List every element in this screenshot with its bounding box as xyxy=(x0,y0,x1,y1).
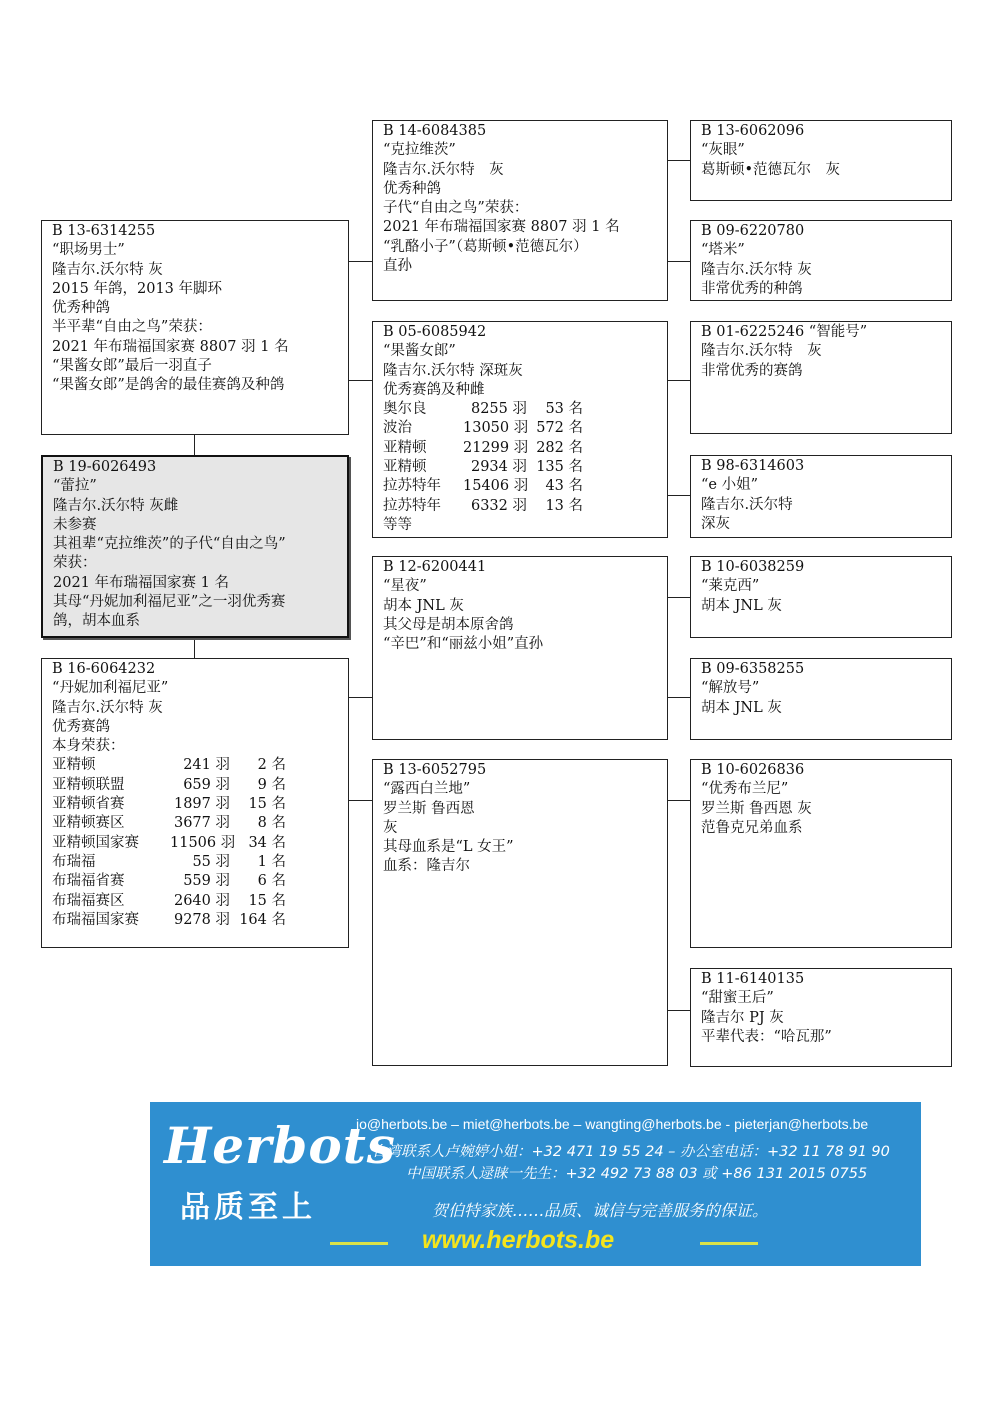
result-race: 布瑞福赛区 xyxy=(52,892,125,909)
sd-line: B 05-6085942 xyxy=(383,324,487,340)
result-place: 6 名 xyxy=(257,873,286,890)
dds-line: “优秀布兰尼” xyxy=(701,781,789,798)
dd-line: 血系：隆吉尔 xyxy=(383,858,470,875)
ddd-line: 隆吉尔 PJ 灰 xyxy=(701,1009,784,1026)
result-race: 亚精顿 xyxy=(383,459,427,476)
subject-line: 隆吉尔.沃尔特 灰雌 xyxy=(53,497,179,514)
result-race: 奥尔良 xyxy=(383,401,427,418)
result-row xyxy=(383,439,661,458)
result-race: 亚精顿 xyxy=(383,439,427,456)
ssd-line: “塔米” xyxy=(701,242,745,259)
banner-decor-bar-left xyxy=(330,1242,388,1245)
result-place: 135 名 xyxy=(536,459,583,476)
result-row xyxy=(383,419,661,438)
result-place: 9 名 xyxy=(257,776,286,793)
result-race: 拉苏特年 xyxy=(383,497,441,514)
sss-line: B 13-6062096 xyxy=(701,123,805,139)
result-place: 164 名 xyxy=(239,911,286,928)
connector-sd-sds xyxy=(667,380,690,381)
ds-line: “星夜” xyxy=(383,578,427,595)
dam-line: 优秀赛鸽 xyxy=(52,718,110,735)
result-place: 572 名 xyxy=(536,420,583,437)
result-place: 282 名 xyxy=(536,439,583,456)
subject-line: 未参赛 xyxy=(53,516,97,533)
result-row xyxy=(383,400,661,419)
result-place: 53 名 xyxy=(545,401,583,418)
sire-line: 2021 年布瑞福国家赛 8807 羽 1 名 xyxy=(52,338,289,355)
sire-dam-card xyxy=(372,321,668,538)
result-place: 15 名 xyxy=(248,892,286,909)
dsd-card xyxy=(690,658,952,740)
result-place: 13 名 xyxy=(545,497,583,514)
ds-line: “辛巴”和“丽兹小姐”直孙 xyxy=(383,636,544,653)
sdd-card xyxy=(690,455,952,538)
sire-line: 2015 年鸽，2013 年脚环 xyxy=(52,280,223,297)
ss-line: “乳酪小子”（葛斯顿•范德瓦尔） xyxy=(383,238,588,255)
result-birds: 21299 羽 xyxy=(463,439,529,456)
sire-line: B 13-6314255 xyxy=(52,223,156,239)
dss-line: B 10-6038259 xyxy=(701,559,805,575)
sd-line: 优秀赛鸽及种雌 xyxy=(383,381,485,398)
sss-card xyxy=(690,120,952,201)
sss-line: “灰眼” xyxy=(701,142,745,159)
subject-line: 鸽，胡本血系 xyxy=(53,613,140,630)
ss-line: 优秀种鸽 xyxy=(383,180,441,197)
result-birds: 9278 羽 xyxy=(173,911,230,928)
connector-sd-sdd xyxy=(667,495,690,496)
result-row xyxy=(52,814,342,833)
dam-card xyxy=(41,658,349,948)
result-birds: 55 羽 xyxy=(192,853,230,870)
ssd-line: B 09-6220780 xyxy=(701,223,805,239)
sire-line: 优秀种鸽 xyxy=(52,300,110,317)
result-race: 拉苏特年 xyxy=(383,478,441,495)
sds-line: B 01-6225246 “智能号” xyxy=(701,324,868,340)
sire-line: “果酱女郎”是鸽舍的最佳赛鸽及种鸽 xyxy=(52,377,285,394)
ss-line: 直孙 xyxy=(383,258,412,275)
dd-line: 灰 xyxy=(383,819,398,836)
result-race: 亚精顿国家赛 xyxy=(52,834,139,851)
result-race: 布瑞福国家赛 xyxy=(52,911,139,928)
connector-sire-ss xyxy=(348,261,372,262)
dd-line: 罗兰斯 鲁西恩 xyxy=(383,800,475,817)
result-row xyxy=(52,892,342,911)
connector-ss-ssd xyxy=(667,261,690,262)
dam-line: 本身荣获： xyxy=(52,738,125,755)
subject-line: 其母“丹妮加利福尼亚”之一羽优秀赛 xyxy=(53,594,286,611)
sds-line: 非常优秀的赛鸽 xyxy=(701,362,803,379)
banner-taiwan-contact: 台湾联系人卢婉婷小姐：+32 471 19 55 24 – 办公室电话：+32 11 78 91 90 xyxy=(372,1144,890,1160)
result-place: 1 名 xyxy=(257,853,286,870)
ss-line: “克拉维茨” xyxy=(383,142,456,159)
sire-line: 半平辈“自由之鸟”荣获： xyxy=(52,319,212,336)
dss-line: 胡本 JNL 灰 xyxy=(701,597,782,614)
subject-line: 荣获： xyxy=(53,555,97,572)
result-place: 15 名 xyxy=(248,796,286,813)
result-row xyxy=(52,834,342,853)
result-birds: 659 羽 xyxy=(183,776,230,793)
subject-line: 2021 年布瑞福国家赛 1 名 xyxy=(53,574,229,591)
ss-line: 子代“自由之鸟”荣获： xyxy=(383,200,529,217)
ssd-card xyxy=(690,220,952,301)
sdd-line: “e 小姐” xyxy=(701,477,759,494)
dam-line: “丹妮加利福尼亚” xyxy=(52,680,169,697)
connector-ds-dsd xyxy=(667,697,690,698)
connector-dam-ds xyxy=(348,697,372,698)
ds-line: B 12-6200441 xyxy=(383,559,487,575)
result-row xyxy=(52,872,342,891)
connector-dd-dds xyxy=(667,800,690,801)
result-row xyxy=(383,477,661,496)
result-place: 8 名 xyxy=(257,815,286,832)
dam-dam-card xyxy=(372,759,668,1066)
ddd-line: 平辈代表：“哈瓦那” xyxy=(701,1028,832,1045)
dds-line: B 10-6026836 xyxy=(701,762,805,778)
ddd-line: B 11-6140135 xyxy=(701,971,805,987)
result-row xyxy=(383,458,661,477)
result-race: 亚精顿联盟 xyxy=(52,776,125,793)
result-birds: 241 羽 xyxy=(183,757,230,774)
result-row xyxy=(52,756,342,775)
dam-sire-card xyxy=(372,556,668,740)
dd-line: B 13-6052795 xyxy=(383,762,487,778)
sdd-line: 隆吉尔.沃尔特 xyxy=(701,496,793,513)
result-birds: 11506 羽 xyxy=(170,834,236,851)
result-race: 亚精顿省赛 xyxy=(52,796,125,813)
dam-line: B 16-6064232 xyxy=(52,661,156,677)
dsd-line: 胡本 JNL 灰 xyxy=(701,699,782,716)
sire-sire-card xyxy=(372,120,668,301)
result-birds: 2640 羽 xyxy=(173,892,230,909)
subject-line: “蕾拉” xyxy=(53,478,97,495)
result-birds: 559 羽 xyxy=(183,873,230,890)
subject-card xyxy=(41,455,349,638)
dds-line: 罗兰斯 鲁西恩 灰 xyxy=(701,800,812,817)
dsd-line: B 09-6358255 xyxy=(701,661,805,677)
sd-results xyxy=(383,400,661,516)
subject-line: 其祖辈“克拉维茨”的子代“自由之鸟” xyxy=(53,536,286,553)
result-race: 布瑞福省赛 xyxy=(52,873,125,890)
result-place: 34 名 xyxy=(248,834,286,851)
sd-line: “果酱女郎” xyxy=(383,343,456,360)
connector-ds-dss xyxy=(667,597,690,598)
banner-decor-bar-right xyxy=(700,1242,758,1245)
result-birds: 1897 羽 xyxy=(173,796,230,813)
ds-line: 其父母是胡本原舍鸽 xyxy=(383,616,514,633)
dss-card xyxy=(690,556,952,638)
banner-slogan: 贺伯特家族……品质、诚信与完善服务的保证。 xyxy=(432,1201,769,1220)
dd-line: “露西白兰地” xyxy=(383,781,471,798)
sire-line: “职场男士” xyxy=(52,242,125,259)
sdd-line: B 98-6314603 xyxy=(701,458,805,474)
ssd-line: 非常优秀的种鸽 xyxy=(701,280,803,297)
connector-subject-sire xyxy=(194,434,195,456)
ddd-card xyxy=(690,968,952,1067)
banner-emails[interactable]: jo@herbots.be – miet@herbots.be – wangting@herbots.be - pieterjan@herbots.be xyxy=(356,1116,869,1132)
ss-line: B 14-6084385 xyxy=(383,123,487,139)
result-birds: 2934 羽 xyxy=(470,459,527,476)
result-birds: 3677 羽 xyxy=(173,815,230,832)
sire-line: “果酱女郎”最后一羽直子 xyxy=(52,358,212,375)
ss-line: 隆吉尔.沃尔特 灰 xyxy=(383,161,504,178)
dsd-line: “解放号” xyxy=(701,680,760,697)
sds-card xyxy=(690,321,952,434)
result-place: 2 名 xyxy=(257,757,286,774)
herbots-banner xyxy=(150,1102,921,1266)
dam-line: 隆吉尔.沃尔特 灰 xyxy=(52,699,163,716)
herbots-logo: Herbots xyxy=(164,1116,396,1175)
dss-line: “莱克西” xyxy=(701,578,760,595)
ssd-line: 隆吉尔.沃尔特 灰 xyxy=(701,261,812,278)
sd-line: 隆吉尔.沃尔特 深斑灰 xyxy=(383,362,523,379)
result-race: 波治 xyxy=(383,420,412,437)
sire-line: 隆吉尔.沃尔特 灰 xyxy=(52,261,163,278)
result-row xyxy=(383,497,661,516)
result-race: 布瑞福 xyxy=(52,853,96,870)
ss-line: 2021 年布瑞福国家赛 8807 羽 1 名 xyxy=(383,219,620,236)
result-race: 亚精顿 xyxy=(52,757,96,774)
banner-tagline: 品质至上 xyxy=(180,1190,316,1225)
sd-tail: 等等 xyxy=(383,516,412,533)
result-row xyxy=(52,911,342,930)
dd-line: 其母血系是“L 女王” xyxy=(383,839,514,856)
dds-card xyxy=(690,759,952,948)
result-birds: 8255 羽 xyxy=(470,401,527,418)
sss-line: 葛斯顿•范德瓦尔 灰 xyxy=(701,161,841,178)
sdd-line: 深灰 xyxy=(701,515,730,532)
sire-card xyxy=(41,220,349,435)
connector-dam-dd xyxy=(348,800,372,801)
sds-line: 隆吉尔.沃尔特 灰 xyxy=(701,343,822,360)
result-row xyxy=(52,853,342,872)
banner-url-link[interactable]: www.herbots.be xyxy=(422,1226,615,1254)
ddd-line: “甜蜜王后” xyxy=(701,990,774,1007)
result-row xyxy=(52,776,342,795)
result-birds: 13050 羽 xyxy=(463,420,529,437)
dam-results xyxy=(52,756,342,930)
result-race: 亚精顿赛区 xyxy=(52,815,125,832)
connector-sire-sd xyxy=(348,380,372,381)
result-place: 43 名 xyxy=(545,478,583,495)
connector-subject-dam xyxy=(194,637,195,659)
connector-ss-sss xyxy=(667,160,690,161)
connector-dd-ddd xyxy=(667,1010,690,1011)
subject-line: B 19-6026493 xyxy=(53,459,157,475)
result-row xyxy=(52,795,342,814)
result-birds: 15406 羽 xyxy=(463,478,529,495)
banner-china-contact: 中国联系人逯睐一先生：+32 492 73 88 03 或 +86 131 2015 0755 xyxy=(406,1166,868,1182)
ds-line: 胡本 JNL 灰 xyxy=(383,597,464,614)
result-birds: 6332 羽 xyxy=(470,497,527,514)
dds-line: 范鲁克兄弟血系 xyxy=(701,819,803,836)
